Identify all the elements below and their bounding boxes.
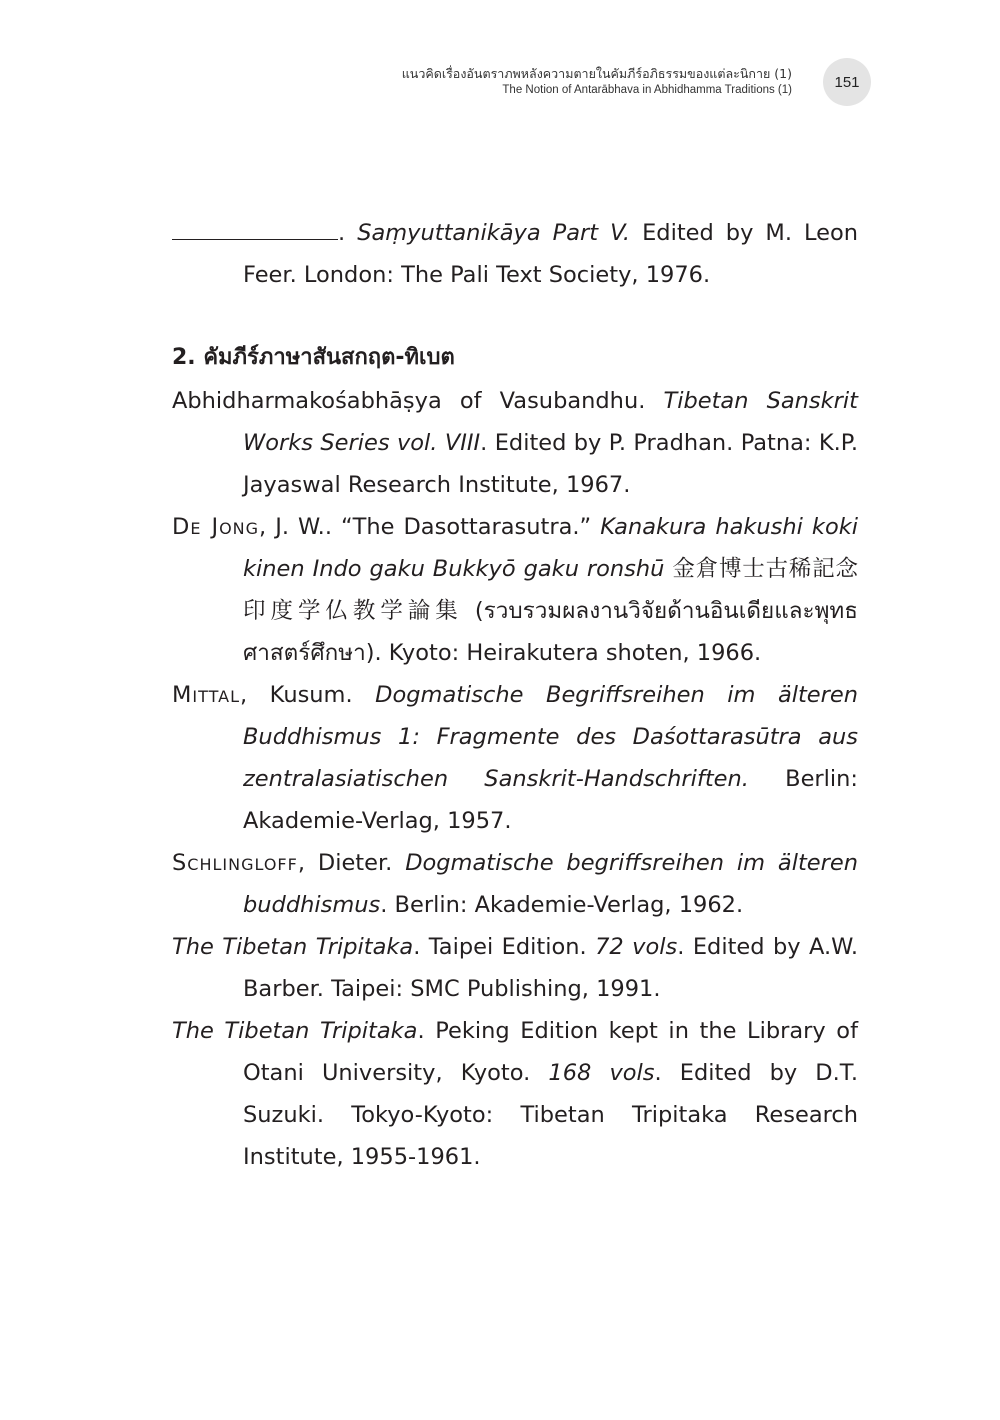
entry-author-rest: , J. W.. “The Dasottarasutra.” bbox=[259, 514, 601, 540]
bibliography-entry-tripitaka-peking bbox=[172, 1010, 858, 1178]
entry-volumes: 168 vols bbox=[548, 1060, 655, 1086]
entry-title: The Tibetan Tripitaka bbox=[172, 934, 414, 960]
entry-lead: Abhidharmakośabhāṣya of Vasubandhu. bbox=[172, 388, 664, 414]
entry-details: Berlin: Akademie-Verlag, 1957. bbox=[243, 766, 859, 834]
entry-title: Dogmatische Begriffsreihen im älteren Buddhismus 1: Fragmente des Daśottarasūtra aus zentralasiatischen Sanskrit-Handschriften. bbox=[243, 682, 859, 792]
entry-title: Dogmatische begriffsreihen im älteren buddhismus bbox=[243, 850, 858, 918]
entry-author: Schlingloff bbox=[172, 850, 298, 876]
entry-author: De Jong bbox=[172, 514, 260, 540]
header-title-thai: แนวคิดเรื่องอันตราภพหลังความตายในคัมภีร์อภิธรรมของแต่ละนิกาย (1) bbox=[401, 66, 792, 81]
entry-title: Tibetan Sanskrit Works Series vol. VIII bbox=[243, 388, 858, 456]
entry-details: 金倉博士古稀記念印度学仏教学論集 (รวบรวมผลงานวิจัยด้านอินเดียและพุทธศาสตร์ศึกษา). Kyoto: Heirakutera shoten, 1966. bbox=[243, 556, 858, 666]
bibliography-entry-schlingloff bbox=[172, 842, 858, 926]
bibliography-entry-mittal bbox=[172, 674, 858, 842]
entry-title: The Tibetan Tripitaka bbox=[172, 1018, 418, 1044]
entry-author-rest: , Kusum. bbox=[240, 682, 376, 708]
section-heading: 2. คัมภีร์ภาษาสันสกฤต-ทิเบต bbox=[172, 345, 455, 370]
entry-details: . Edited by A.W. Barber. Taipei: SMC Publishing, 1991. bbox=[243, 934, 858, 1002]
entry-author-rest: , Dieter. bbox=[297, 850, 406, 876]
entry-title: Kanakura hakushi koki kinen Indo gaku Bukkyō gaku ronshū bbox=[243, 514, 858, 582]
bibliography-entry-tripitaka-taipei bbox=[172, 926, 858, 1010]
entry-details: . Berlin: Akademie-Verlag, 1962. bbox=[380, 892, 744, 918]
bibliography-entry-samyuttanikaya: . Saṃyuttanikāya Part V. Edited by M. Leon Feer. London: The Pali Text Society, 1976. bbox=[172, 212, 858, 296]
bibliography-entry-abhidharmakosa bbox=[172, 380, 858, 506]
entry-details: . Edited by P. Pradhan. Patna: K.P. Jayaswal Research Institute, 1967. bbox=[243, 430, 858, 498]
entry-edition: . Peking Edition kept in the Library of Otani University, Kyoto. bbox=[243, 1018, 858, 1086]
section-spacer bbox=[172, 296, 858, 336]
page-number-badge: 151 bbox=[823, 58, 871, 106]
running-header bbox=[402, 66, 792, 98]
entry-edition: . Taipei Edition. bbox=[413, 934, 596, 960]
repeated-author-dash bbox=[172, 213, 338, 240]
entry-details: Edited by M. Leon Feer. London: The Pali Text Society, 1976. bbox=[243, 220, 858, 288]
bibliography bbox=[172, 212, 858, 1178]
entry-volumes: 72 vols bbox=[595, 934, 678, 960]
entry-author: Mittal bbox=[172, 682, 241, 708]
header-title-english: The Notion of Antarābhava in Abhidhamma Traditions (1) bbox=[502, 84, 792, 96]
entry-title: Saṃyuttanikāya Part V. bbox=[357, 220, 631, 246]
bibliography-entry-de-jong bbox=[172, 506, 858, 674]
entry-details: . Edited by D.T. Suzuki. Tokyo-Kyoto: Tibetan Tripitaka Research Institute, 1955-1961. bbox=[243, 1060, 859, 1170]
